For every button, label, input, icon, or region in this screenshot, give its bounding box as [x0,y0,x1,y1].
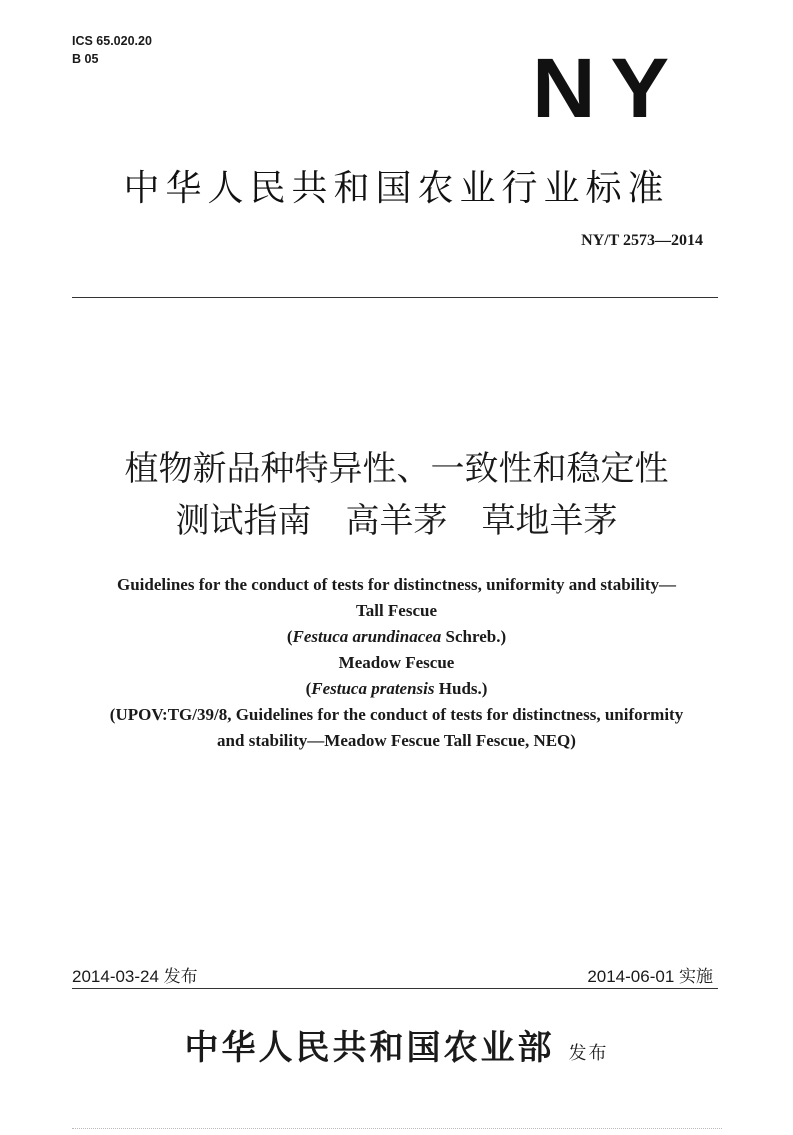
publisher-action: 发布 [568,1043,609,1064]
classification-codes [72,32,152,68]
en-title-line-5 [40,676,753,702]
species-name-tall-fescue: Festuca arundinacea [292,627,442,646]
footer-divider [72,988,718,989]
publisher-name: 中华人民共和国农业部 [184,1028,555,1068]
en-title-line-7: and stability—Meadow Fescue Tall Fescue, NEQ) [217,731,576,750]
paren-open: ( [305,679,312,698]
cn-title-line-1: 植物新品种特异性、一致性和稳定性 [124,449,669,489]
standard-code: NY/T 2573—2014 [581,232,703,249]
ccs-code: B 05 [72,52,99,66]
author-schreb: Schreb.) [441,627,507,646]
bottom-dotted-line [72,1128,722,1129]
en-title-line-2: Tall Fescue [355,601,438,620]
ics-code: ICS 65.020.20 [72,34,152,48]
species-name-meadow-fescue: Festuca pratensis [311,679,435,698]
en-title-line-1: Guidelines for the conduct of tests for distinctness, uniformity and stability— [117,575,676,594]
cn-title-line-2: 测试指南 高羊茅 草地羊茅 [175,501,618,541]
en-title-line-6: (UPOV:TG/39/8, Guidelines for the conduct of tests for distinctness, uniformity [109,705,684,724]
english-title [40,572,753,754]
ny-logo: NY [532,41,684,135]
issue-date: 2014-03-24 发布 [72,967,198,986]
paren-open: ( [286,627,293,646]
author-huds: Huds.) [434,679,488,698]
header-divider [72,297,718,298]
en-title-line-4: Meadow Fescue [338,653,455,672]
publisher [0,1020,793,1069]
en-title-line-3 [40,624,753,650]
implement-date: 2014-06-01 实施 [587,967,713,986]
standard-type-title: 中华人民共和国农业行业标准 [123,168,670,209]
